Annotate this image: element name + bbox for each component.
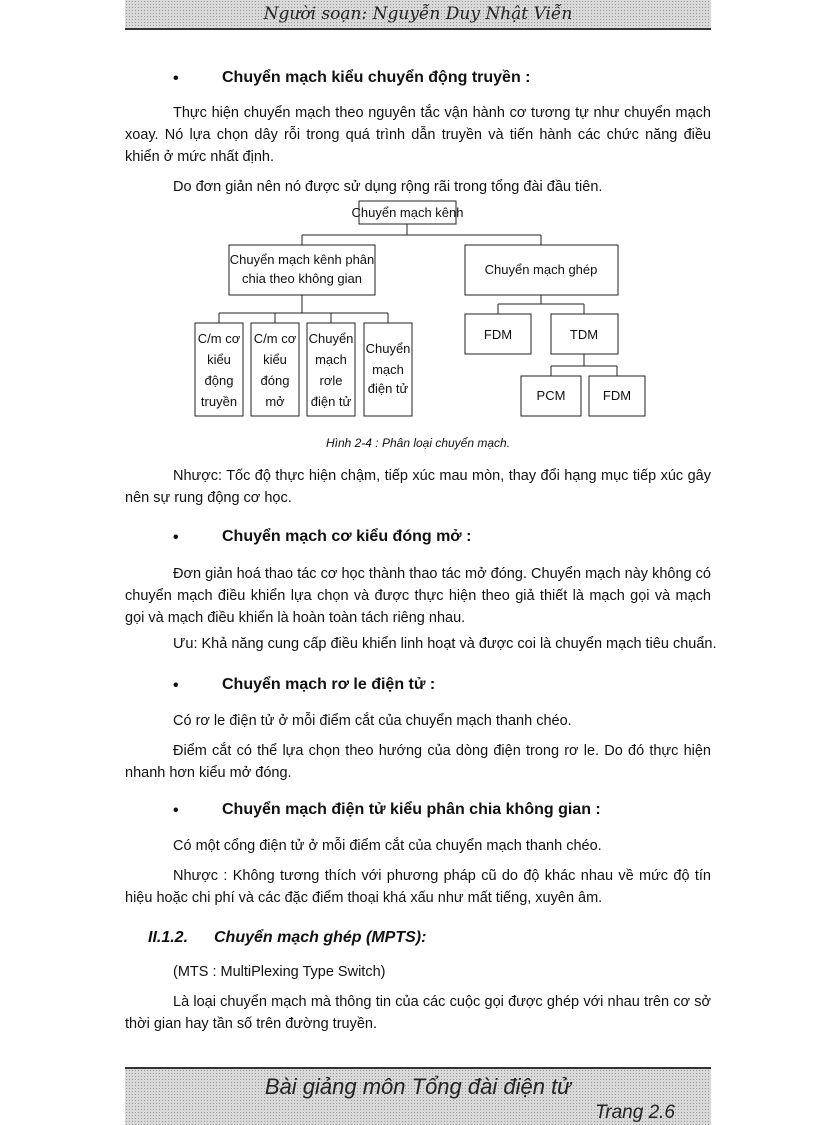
leaf2-line1: C/m cơ bbox=[253, 331, 297, 346]
paragraph-phan-chia-drawback: Nhược : Không tương thích với phương pháp cũ do độ khác nhau về mức độ tín hiệu hoặc chi phí và các đặc điểm thoại khá xấu như mất tiếng, xuyên âm. bbox=[125, 868, 711, 906]
diagram-label-space-1: Chuyển mạch kênh phân bbox=[229, 252, 375, 267]
leaf4-line1: Chuyển bbox=[365, 341, 411, 356]
leaf3-line4: điện tử bbox=[310, 394, 352, 409]
leaf1-line4: truyền bbox=[200, 394, 238, 409]
leaf2-line3: đóng bbox=[260, 373, 290, 388]
header-author: Người soạn: Nguyễn Duy Nhật Viễn bbox=[263, 4, 573, 24]
leaf1-line2: kiểu bbox=[207, 352, 231, 367]
paragraph-chuyen-dong-truyen-desc: Thực hiện chuyển mạch theo nguyên tắc vận hành cơ tương tự như chuyển mạch xoay. Nó lựa chọn dây rỗi trong quá trình dẫn truyền và tiến hành các chức năng điều khiển ở mức nhất định. bbox=[125, 105, 711, 165]
paragraph-mts-desc: Là loại chuyển mạch mà thông tin của các cuộc gọi được ghép với nhau trên cơ sở thời gian hay tần số trên đường truyền. bbox=[125, 994, 711, 1032]
paragraph-dong-mo-advantage: Ưu: Khả năng cung cấp điều khiển linh hoạt và được coi là chuyển mạch tiêu chuẩn. bbox=[173, 636, 717, 652]
paragraph-dong-mo-desc: Đơn giản hoá thao tác cơ học thành thao tác mở đóng. Chuyển mạch này không có chuyển mạch điều khiển lựa chọn và được thực hiện theo giả thiết là mạch gọi và mạch gọi và mạch điều khiển là hoàn toàn tách riêng nhau. bbox=[125, 566, 711, 626]
diagram-label-fdm2: FDM bbox=[602, 388, 632, 403]
diagram-label-multiplex: Chuyển mạch ghép bbox=[484, 262, 598, 277]
footer-title: Bài giảng môn Tổng đài điện tử bbox=[264, 1074, 572, 1099]
paragraph-mts-abbrev: (MTS : MultiPlexing Type Switch) bbox=[173, 964, 386, 980]
bullet-4: • bbox=[173, 802, 179, 819]
leaf1-line3: động bbox=[204, 373, 234, 388]
diagram-label-tdm: TDM bbox=[569, 327, 599, 342]
diagram-label-root: Chuyển mạch kênh bbox=[351, 205, 464, 220]
leaf3-line2: mạch bbox=[315, 352, 347, 367]
paragraph-ro-le-desc: Có rơ le điện tử ở mỗi điểm cắt của chuyển mạch thanh chéo. bbox=[173, 713, 572, 729]
bullet-3: • bbox=[173, 677, 179, 694]
figure-caption: Hình 2-4 : Phân loại chuyển mạch. bbox=[325, 436, 511, 450]
leaf4-line2: mạch bbox=[372, 362, 404, 377]
paragraph-phan-chia-desc: Có một cổng điện tử ở mỗi điểm cắt của chuyển mạch thanh chéo. bbox=[173, 838, 602, 854]
leaf3-line3: rơle bbox=[319, 373, 343, 388]
heading-dong-mo: Chuyển mạch cơ kiểu đóng mở : bbox=[222, 528, 472, 545]
diagram-label-pcm: PCM bbox=[536, 388, 566, 403]
bullet-1: • bbox=[173, 70, 179, 87]
heading-ro-le-dien-tu: Chuyển mạch rơ le điện tử : bbox=[222, 676, 436, 693]
leaf4-line3: điện tử bbox=[367, 381, 409, 396]
heading-chuyen-dong-truyen: Chuyển mạch kiểu chuyển động truyền : bbox=[222, 69, 531, 86]
leaf3-line1: Chuyển bbox=[308, 331, 354, 346]
leaf2-line4: mở bbox=[265, 394, 285, 409]
paragraph-ro-le-detail: Điểm cắt có thể lựa chọn theo hướng của dòng điện trong rơ le. Do đó thực hiện nhanh hơn kiểu mở đóng. bbox=[125, 743, 711, 781]
page-number: Trang 2.6 bbox=[595, 1102, 675, 1123]
diagram-label-space-2: chia theo không gian bbox=[242, 271, 362, 286]
paragraph-chuyen-dong-truyen-usage: Do đơn giản nên nó được sử dụng rộng rãi trong tổng đài đầu tiên. bbox=[173, 179, 603, 195]
leaf1-line1: C/m cơ bbox=[197, 331, 241, 346]
section-title: Chuyển mạch ghép (MPTS): bbox=[214, 929, 427, 946]
page-footer bbox=[125, 1067, 711, 1125]
section-number: II.1.2. bbox=[148, 929, 189, 946]
heading-phan-chia-khong-gian: Chuyển mạch điện tử kiểu phân chia không gian : bbox=[222, 801, 601, 818]
bullet-2: • bbox=[173, 529, 179, 546]
leaf2-line2: kiểu bbox=[263, 352, 287, 367]
paragraph-chuyen-dong-truyen-drawback: Nhược: Tốc độ thực hiện chậm, tiếp xúc mau mòn, thay đổi hạng mục tiếp xúc gây nên sự rung động cơ học. bbox=[125, 468, 711, 506]
diagram-label-fdm: FDM bbox=[483, 327, 513, 342]
